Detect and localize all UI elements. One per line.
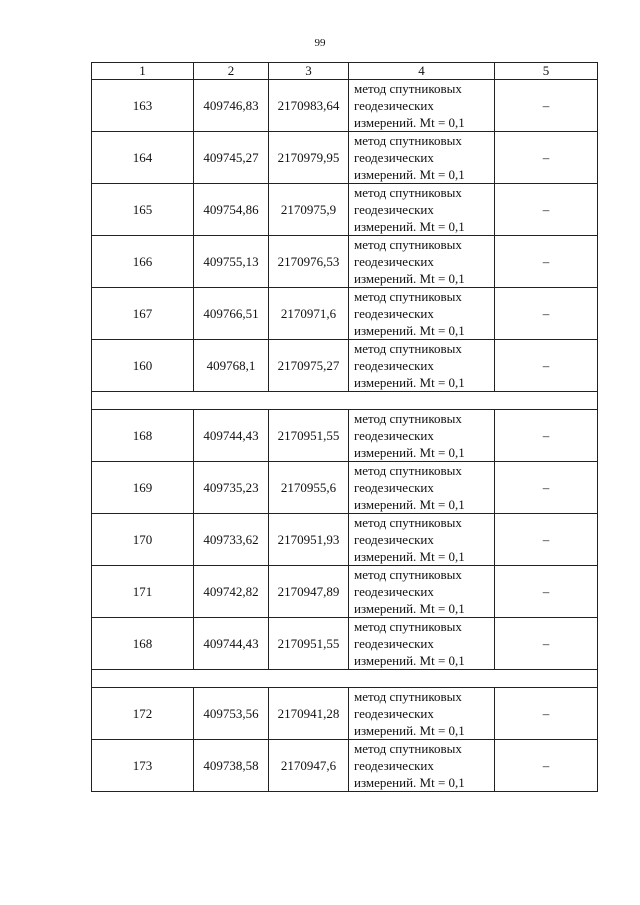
x-coordinate-cell: 409738,58 [194,740,269,792]
method-text-line: геодезических [354,584,434,599]
header-col-5: 5 [495,63,598,80]
y-coordinate-cell: 2170983,64 [269,80,349,132]
method-cell [349,80,495,132]
note-dash: – [542,531,550,547]
y-coordinate-cell: 2170971,6 [269,288,349,340]
method-text-line: метод спутниковых [354,619,462,634]
x-coordinate-cell: 409744,43 [194,410,269,462]
method-text-line: измерений. Mt = 0,1 [354,115,465,130]
coordinates-table [91,62,598,792]
page-number: 99 [314,37,326,49]
note-dash: – [542,97,550,113]
header-col-4: 4 [349,63,495,80]
note-cell [495,462,598,514]
note-dash: – [542,757,550,773]
method-text-line: метод спутниковых [354,463,462,478]
note-dash: – [542,635,550,651]
note-dash: – [542,583,550,599]
x-coordinate-cell: 409746,83 [194,80,269,132]
y-coordinate-cell: 2170976,53 [269,236,349,288]
x-coordinate-cell: 409733,62 [194,514,269,566]
note-cell [495,566,598,618]
table-row [92,184,598,236]
method-text-line: метод спутниковых [354,411,462,426]
x-coordinate-cell: 409766,51 [194,288,269,340]
table-body [92,80,598,792]
method-text-line: метод спутниковых [354,515,462,530]
x-coordinate-cell: 409745,27 [194,132,269,184]
method-text-line: геодезических [354,758,434,773]
point-number-cell: 169 [92,462,194,514]
method-text-line: метод спутниковых [354,689,462,704]
note-cell [495,618,598,670]
method-cell [349,236,495,288]
separator-row [92,670,598,688]
y-coordinate-cell: 2170951,55 [269,410,349,462]
y-coordinate-cell: 2170947,6 [269,740,349,792]
note-dash: – [542,149,550,165]
note-dash: – [542,305,550,321]
note-cell [495,236,598,288]
table-row [92,80,598,132]
method-text-line: измерений. Mt = 0,1 [354,723,465,738]
method-cell [349,618,495,670]
y-coordinate-cell: 2170941,28 [269,688,349,740]
x-coordinate-cell: 409735,23 [194,462,269,514]
method-cell [349,288,495,340]
method-cell [349,184,495,236]
method-text-line: метод спутниковых [354,133,462,148]
table-row [92,740,598,792]
table-row [92,410,598,462]
x-coordinate-cell: 409742,82 [194,566,269,618]
x-coordinate-cell: 409755,13 [194,236,269,288]
point-number-cell: 164 [92,132,194,184]
method-text-line: измерений. Mt = 0,1 [354,375,465,390]
method-text-line: метод спутниковых [354,567,462,582]
point-number-cell: 173 [92,740,194,792]
method-cell [349,410,495,462]
separator-cell [92,392,598,410]
method-text-line: метод спутниковых [354,741,462,756]
method-cell [349,740,495,792]
method-text-line: геодезических [354,202,434,217]
method-text-line: метод спутниковых [354,289,462,304]
point-number-cell: 168 [92,410,194,462]
method-text-line: геодезических [354,358,434,373]
y-coordinate-cell: 2170975,27 [269,340,349,392]
method-text-line: измерений. Mt = 0,1 [354,323,465,338]
note-dash: – [542,705,550,721]
note-dash: – [542,201,550,217]
x-coordinate-cell: 409754,86 [194,184,269,236]
note-dash: – [542,479,550,495]
note-dash: – [542,427,550,443]
note-cell [495,80,598,132]
table-row [92,340,598,392]
note-cell [495,340,598,392]
method-text-line: геодезических [354,636,434,651]
method-text-line: измерений. Mt = 0,1 [354,497,465,512]
table-row [92,236,598,288]
method-cell [349,688,495,740]
note-cell [495,184,598,236]
note-cell [495,740,598,792]
point-number-cell: 160 [92,340,194,392]
y-coordinate-cell: 2170979,95 [269,132,349,184]
method-text-line: метод спутниковых [354,81,462,96]
table-header-row [92,63,598,80]
point-number-cell: 167 [92,288,194,340]
method-text-line: измерений. Mt = 0,1 [354,653,465,668]
note-cell [495,132,598,184]
note-dash: – [542,357,550,373]
method-text-line: геодезических [354,532,434,547]
method-text-line: измерений. Mt = 0,1 [354,445,465,460]
method-text-line: измерений. Mt = 0,1 [354,549,465,564]
table-row [92,618,598,670]
method-text-line: метод спутниковых [354,237,462,252]
point-number-cell: 172 [92,688,194,740]
note-cell [495,514,598,566]
method-text-line: геодезических [354,428,434,443]
table-row [92,514,598,566]
point-number-cell: 170 [92,514,194,566]
method-text-line: измерений. Mt = 0,1 [354,775,465,790]
method-cell [349,514,495,566]
header-col-1: 1 [92,63,194,80]
point-number-cell: 171 [92,566,194,618]
method-text-line: измерений. Mt = 0,1 [354,167,465,182]
table-row [92,132,598,184]
table-row [92,462,598,514]
method-text-line: метод спутниковых [354,185,462,200]
y-coordinate-cell: 2170951,93 [269,514,349,566]
method-text-line: геодезических [354,480,434,495]
header-col-3: 3 [269,63,349,80]
note-cell [495,688,598,740]
method-text-line: геодезических [354,254,434,269]
y-coordinate-cell: 2170947,89 [269,566,349,618]
point-number-cell: 163 [92,80,194,132]
header-col-2: 2 [194,63,269,80]
method-text-line: геодезических [354,706,434,721]
y-coordinate-cell: 2170951,55 [269,618,349,670]
x-coordinate-cell: 409768,1 [194,340,269,392]
table-row [92,566,598,618]
method-text-line: геодезических [354,306,434,321]
point-number-cell: 168 [92,618,194,670]
table-row [92,688,598,740]
method-cell [349,566,495,618]
method-text-line: измерений. Mt = 0,1 [354,271,465,286]
method-cell [349,462,495,514]
note-dash: – [542,253,550,269]
method-text-line: метод спутниковых [354,341,462,356]
separator-row [92,392,598,410]
note-cell [495,410,598,462]
method-text-line: геодезических [354,98,434,113]
method-text-line: измерений. Mt = 0,1 [354,219,465,234]
point-number-cell: 166 [92,236,194,288]
method-cell [349,340,495,392]
separator-cell [92,670,598,688]
x-coordinate-cell: 409744,43 [194,618,269,670]
note-cell [495,288,598,340]
x-coordinate-cell: 409753,56 [194,688,269,740]
method-cell [349,132,495,184]
method-text-line: измерений. Mt = 0,1 [354,601,465,616]
method-text-line: геодезических [354,150,434,165]
point-number-cell: 165 [92,184,194,236]
y-coordinate-cell: 2170975,9 [269,184,349,236]
table-row [92,288,598,340]
y-coordinate-cell: 2170955,6 [269,462,349,514]
